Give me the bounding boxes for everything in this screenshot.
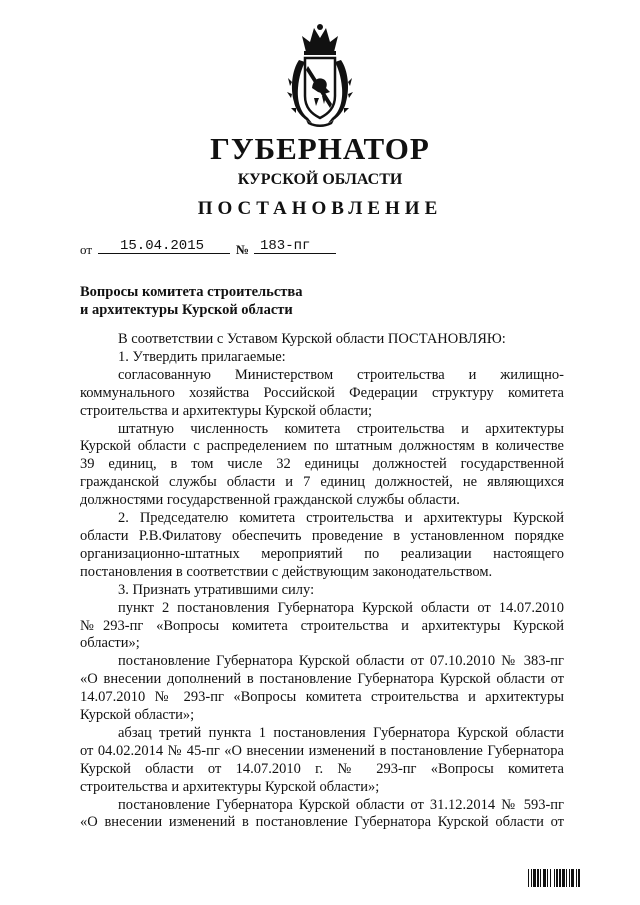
body-line: организационно-штатных мероприятий по реализации настоящего — [80, 545, 564, 562]
body-paragraph: 3. Признать утратившими силу: — [118, 581, 315, 598]
org-title: ГУБЕРНАТОР — [210, 131, 430, 166]
body-line: №293-пг «Вопросы комитета строительства и архитектуры Курской — [80, 617, 564, 634]
barcode-bar — [543, 869, 546, 887]
body-line: коммунального хозяйства Российской Федерации структуру комитета — [80, 384, 564, 401]
date-number-line — [80, 238, 400, 258]
subject-line: Вопросы комитета строительства — [80, 284, 303, 300]
body-line: 2. Председателю комитета строительства и архитектуры Курской — [118, 510, 564, 527]
barcode-bar — [556, 869, 558, 887]
body-line: согласованную Министерством строительства и жилищно- — [118, 366, 564, 383]
document-barcode-icon — [528, 869, 620, 887]
body-line: Курской области»; — [80, 707, 195, 724]
barcode-bar — [562, 869, 565, 887]
body-line: «О внесении дополнений в постановление Губернатора Курской области от — [80, 671, 564, 688]
barcode-bar — [547, 869, 548, 887]
barcode-bar — [537, 869, 539, 887]
body-line: постановление Губернатора Курской области от 31.12.2014 № 593-пг — [118, 796, 564, 813]
barcode-bar — [571, 869, 574, 887]
body-line: строительства и архитектуры Курской области»; — [80, 778, 380, 795]
body-line: 39 единиц, в том числе 32 единицы должностей государственной — [80, 456, 564, 473]
barcode-bar — [554, 869, 555, 887]
barcode-bar — [578, 869, 580, 887]
barcode-bar — [569, 869, 570, 887]
body-paragraph: В соответствии с Уставом Курской области ПОСТАНОВЛЯЮ: — [118, 331, 506, 347]
document-date: 15.04.2015 — [98, 238, 230, 254]
body-line: штатную численность комитета строительства и архитектуры — [118, 420, 564, 437]
body-line: строительства и архитектуры Курской области; — [80, 402, 372, 419]
body-line: 14.07.2010 № 293-пг «Вопросы комитета строительства и архитектуры — [80, 689, 564, 706]
subject-line: и архитектуры Курской области — [80, 302, 293, 318]
body-line: области»; — [80, 635, 140, 652]
barcode-bar — [576, 869, 577, 887]
barcode-bar — [528, 869, 529, 887]
barcode-bar — [531, 869, 532, 887]
body-line: постановления в соответствии с действующим законодательством. — [80, 563, 493, 580]
body-line: гражданской службы области и 7 единиц должностей, не являющихся — [80, 474, 564, 491]
body-paragraph: 1. Утвердить прилагаемые: — [118, 348, 286, 365]
document-type: ПОСТАНОВЛЕНИЕ — [197, 198, 443, 219]
barcode-bar — [533, 869, 536, 887]
document-body — [80, 331, 564, 832]
body-line: пункт 2 постановления Губернатора Курской области от 14.07.2010 — [118, 599, 564, 616]
barcode-bar — [559, 869, 561, 887]
body-line: постановление Губернатора Курской области от 07.10.2010 № 383-пг — [118, 653, 564, 670]
body-line: от 04.02.2014 № 45-пг «О внесении изменений в постановление Губернатора — [80, 742, 564, 759]
document-subject — [80, 283, 400, 319]
org-subtitle: КУРСКОЙ ОБЛАСТИ — [237, 171, 403, 188]
body-line: области Р.В.Филатову обеспечить проведение в установленном порядке — [80, 527, 564, 544]
date-from-label: от — [80, 242, 93, 257]
body-line: «О внесении изменений в постановление Губернатора Курской области от — [80, 814, 564, 831]
barcode-bar — [550, 869, 551, 887]
body-line: должностями государственной гражданской службы области. — [80, 492, 460, 509]
number-label: № — [236, 242, 250, 257]
barcode-bar — [566, 869, 567, 887]
document-number: 183-пг — [254, 238, 336, 254]
body-line: Курской области от 14.07.2010 г. № 293-пг «Вопросы комитета — [80, 760, 564, 777]
kursk-coat-of-arms-icon — [286, 22, 354, 128]
barcode-bar — [540, 869, 541, 887]
body-line: абзац третий пункта 1 постановления Губернатора Курской области — [118, 724, 564, 741]
body-line: Курской области с распределением по штатным должностям в количестве — [80, 438, 564, 455]
